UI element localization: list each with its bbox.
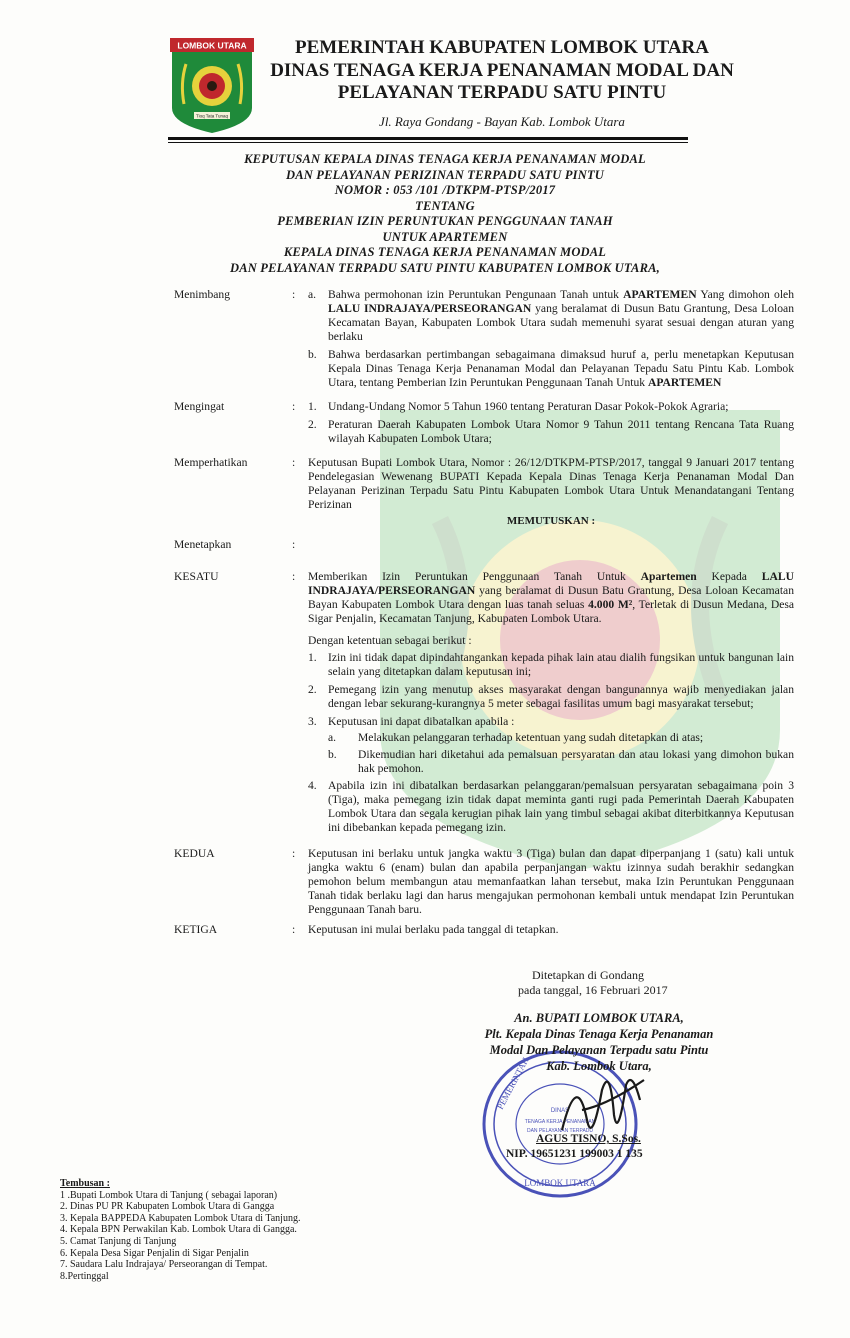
colon: : bbox=[292, 288, 296, 301]
kesatu-text: Memberikan Izin Peruntukan Penggunaan Tanah Untuk Apartemen Kepada LALU INDRAJAYA/PERSEORANGAN yang beralamat di Dusun Batu Grantung, Desa Loloan Kecamatan Bayan Kabupaten Lombok Utara dengan luas tanah seluas 4.000 M², Terletak di Dusun Medana, Desa Sigar Penjalin, Kecamatan Tanjung, Kabupaten Lombok Utara. bbox=[308, 570, 795, 625]
section-label: Memperhatikan bbox=[174, 456, 248, 469]
list-item: 5. Camat Tanjung di Tanjung bbox=[60, 1235, 177, 1247]
item-text: Peraturan Daerah Kabupaten Lombok Utara Nomor 9 Tahun 2011 tentang Rencana Tata Ruang wilayah Kabupaten Lombok Utara; bbox=[328, 418, 794, 445]
list-item: 4. Kepala BPN Perwakilan Kab. Lombok Utara di Gangga. bbox=[60, 1224, 297, 1236]
logo-banner-text: LOMBOK UTARA bbox=[177, 40, 247, 51]
menetapkan-section bbox=[174, 538, 794, 552]
item-marker: a. bbox=[308, 288, 317, 301]
list-item bbox=[308, 288, 794, 344]
item-text: Apabila izin ini dibatalkan berdasarkan pelanggaran/pemalsuan persyaratan sebagaimana poin 3 (Tiga), maka pemegang izin tidak dapat meminta ganti rugi pada Pemerintah Daerah Kabupaten Lombok Utara dan segala kerugian pihak lain yang timbul sebagai akibat diterbitkannya Keputusan ini dibebankan kepada pemegang izin. bbox=[328, 779, 794, 834]
list-item: 3. Kepala BAPPEDA Kabupaten Lombok Utara di Tanjung. bbox=[60, 1212, 301, 1224]
list-item bbox=[308, 418, 794, 446]
item-text: Melakukan pelanggaran terhadap ketentuan yang sudah ditetapkan di atas; bbox=[358, 731, 704, 744]
title-line: UNTUK APARTEMEN bbox=[382, 229, 508, 244]
item-text: Bahwa permohonan izin Peruntukan Pengunaan Tanah untuk APARTEMEN Yang dimohon oleh LALU INDRAJAYA/PERSEORANGAN yang beralamat di Dusun Batu Grantung, Desa Loloan Kecamatan Bayan, Kabupaten Lombok Utara sudah memenuhi syarat sesuai dengan aturan yang berlaku bbox=[328, 288, 794, 343]
title-line: PEMBERIAN IZIN PERUNTUKAN PENGGUNAAN TANAH bbox=[277, 214, 613, 228]
section-label: Mengingat bbox=[174, 400, 225, 413]
letterhead-rule-thick bbox=[168, 137, 688, 140]
signing-place: Ditetapkan di Gondang bbox=[532, 968, 644, 982]
list-item: 6. Kepala Desa Sigar Penjalin di Sigar Penjalin bbox=[60, 1247, 249, 1259]
logo-motto-text: Tioq Tata Tunaq bbox=[195, 113, 229, 119]
mengingat-section bbox=[174, 400, 794, 450]
decree-body bbox=[174, 288, 794, 937]
section-label: KETIGA bbox=[174, 923, 218, 936]
list-item: 1 .Bupati Lombok Utara di Tanjung ( sebagai laporan) bbox=[60, 1189, 278, 1201]
signatory-line: Plt. Kepala Dinas Tenaga Kerja Penanaman bbox=[484, 1027, 714, 1041]
letterhead bbox=[262, 36, 742, 130]
title-line: KEPUTUSAN KEPALA DINAS TENAGA KERJA PENANAMAN MODAL bbox=[244, 152, 646, 166]
conditions-intro: Dengan ketentuan sebagai berikut : bbox=[308, 634, 472, 647]
kedua-text: Keputusan ini berlaku untuk jangka waktu 3 (Tiga) bulan dan dapat diperpanjang 1 (satu) kali untuk jangka waktu 6 (enam) bulan dan apabila perpanjangan waktu izinnya sudah berakhir sedangkan pemohon belum membangun atau memanfaatkan lahan tersebut, maka Izin Peruntukan Penggunaan Tanah tidak berlaku lagi dan harus mengajukan permohonan kembali untuk mendapat Izin Peruntukan Penggunaan Tanah baru. bbox=[308, 847, 794, 916]
memperhatikan-section bbox=[174, 456, 794, 528]
decree-number: NOMOR : 053 /101 /DTKPM-PTSP/2017 bbox=[334, 183, 556, 197]
decree-title bbox=[150, 152, 740, 276]
signatory-nip: NIP. 19651231 199003 1 135 bbox=[506, 1148, 643, 1160]
stamp-top-text: PEMERINTAH bbox=[494, 1055, 531, 1111]
kedua-section bbox=[174, 847, 794, 917]
title-line: KEPALA DINAS TENAGA KERJA PENANAMAN MODAL bbox=[283, 245, 607, 259]
section-label: KEDUA bbox=[174, 847, 215, 860]
stamp-center-text: TENAGA KERJA PENANAMAN bbox=[524, 1119, 596, 1125]
letterhead-line3: PELAYANAN TERPADU SATU PINTU bbox=[337, 82, 667, 103]
item-text: Izin ini tidak dapat dipindahtangankan kepada pihak lain atau dialih fungsikan untuk bangunan lain selain yang ditetapkan dalam keputusan ini; bbox=[328, 651, 794, 678]
section-label: Menetapkan bbox=[174, 538, 232, 551]
item-text: Keputusan ini dapat dibatalkan apabila : bbox=[328, 715, 515, 728]
colon: : bbox=[292, 400, 296, 413]
colon: : bbox=[292, 538, 296, 551]
section-label: Menimbang bbox=[174, 288, 231, 301]
list-item: 3. Keputusan ini dapat dibatalkan apabila : bbox=[308, 715, 794, 729]
letterhead-address: Jl. Raya Gondang - Bayan Kab. Lombok Utara bbox=[379, 114, 625, 129]
title-line: DAN PELAYANAN PERIZINAN TERPADU SATU PINTU bbox=[285, 167, 605, 182]
colon: : bbox=[292, 923, 296, 936]
stamp-bottom-text: LOMBOK UTARA bbox=[524, 1178, 596, 1188]
signing-place-date bbox=[518, 968, 668, 998]
letterhead-line1: PEMERINTAH KABUPATEN LOMBOK UTARA bbox=[295, 37, 709, 58]
letterhead-rule-thin bbox=[168, 142, 688, 143]
list-item bbox=[308, 348, 794, 390]
signatory-name: AGUS TISNO, S.Sos. bbox=[536, 1133, 641, 1145]
item-marker: b. bbox=[308, 348, 317, 361]
list-item: 2. Dinas PU PR Kabupaten Lombok Utara di Gangga bbox=[60, 1201, 275, 1213]
list-item: 4. Apabila izin ini dibatalkan berdasarkan pelanggaran/pemalsuan persyaratan sebagaimana poin 3 (Tiga), maka pemegang izin tidak dapat meminta ganti rugi pada Pemerintah Daerah Kabupaten Lombok Utara dan segala kerugian pihak lain yang timbul sebagai akibat diterbitkannya Keputusan ini dibebankan kepada pemegang izin. bbox=[308, 779, 794, 834]
item-marker: 1. bbox=[308, 400, 317, 413]
signatory-line: An. BUPATI LOMBOK UTARA, bbox=[514, 1011, 684, 1025]
list-item: 7. Saudara Lalu Indrajaya/ Perseorangan di Tempat. bbox=[60, 1259, 268, 1271]
item-text: Bahwa berdasarkan pertimbangan sebagaimana dimaksud huruf a, perlu menetapkan Keputusan Kepala Dinas Tenaga Kerja Penanaman Modal dan Pelayanan Tepadu Satu Pintu Kab. Lombok Utara, tentang Pemberian Izin Peruntukan Penggunaan Tanah Untuk APARTEMEN bbox=[328, 348, 794, 389]
item-text: Dikemudian hari diketahui ada pemalsuan persyaratan dan atau lokasi yang dimohon bukan hak pemohon. bbox=[358, 748, 794, 775]
sub-item: b. Dikemudian hari diketahui ada pemalsuan persyaratan dan atau lokasi yang dimohon bukan hak pemohon. bbox=[328, 748, 794, 775]
signatory-line: Kab. Lombok Utara, bbox=[546, 1059, 652, 1073]
stamp-center-text: DAN PELAYANAN TERPADU bbox=[526, 1128, 594, 1134]
list-item: 2. Pemegang izin yang menutup akses masyarakat dengan bangunannya wajib menyediakan jalan dengan lebar sekurang-kurangnya 5 meter sebagai fasilitas umum bagi masyarakat tersebut; bbox=[308, 683, 794, 710]
signing-date: pada tanggal, 16 Februari 2017 bbox=[518, 983, 668, 997]
list-item: 1. Izin ini tidak dapat dipindahtangankan kepada pihak lain atau dialih fungsikan untuk bangunan lain selain yang ditetapkan dalam keputusan ini; bbox=[308, 651, 794, 678]
lombok-utara-logo bbox=[170, 38, 254, 134]
signatory-line: Modal Dan Pelayanan Terpadu satu Pintu bbox=[489, 1043, 709, 1057]
item-text: Pemegang izin yang menutup akses masyarakat dengan bangunannya wajib menyediakan jalan dengan lebar sekurang-kurangnya 5 meter sebagai fasilitas umum bagi masyarakat tersebut; bbox=[328, 683, 794, 710]
colon: : bbox=[292, 570, 296, 583]
ketiga-text: Keputusan ini mulai berlaku pada tanggal di tetapkan. bbox=[308, 923, 559, 936]
section-label: KESATU bbox=[174, 570, 219, 583]
colon: : bbox=[292, 847, 296, 860]
colon: : bbox=[292, 456, 296, 469]
sub-item: a. Melakukan pelanggaran terhadap ketentuan yang sudah ditetapkan di atas; bbox=[328, 731, 794, 745]
list-item: 8.Pertinggal bbox=[60, 1270, 109, 1282]
memutuskan-heading: MEMUTUSKAN : bbox=[506, 515, 596, 527]
item-marker: 2. bbox=[308, 418, 317, 431]
signatory-identity bbox=[506, 1132, 643, 1162]
stamp-center-text: DINAS bbox=[550, 1108, 570, 1114]
title-line: TENTANG bbox=[415, 198, 475, 213]
menimbang-section bbox=[174, 288, 794, 394]
letterhead-line2: DINAS TENAGA KERJA PENANAMAN MODAL DAN bbox=[270, 60, 734, 81]
item-text: Undang-Undang Nomor 5 Tahun 1960 tentang Peraturan Dasar Pokok-Pokok Agraria; bbox=[328, 400, 729, 413]
ketiga-section bbox=[174, 923, 794, 937]
kesatu-section bbox=[174, 570, 794, 839]
tembusan-heading: Tembusan : bbox=[60, 1178, 110, 1189]
memperhatikan-text: Keputusan Bupati Lombok Utara, Nomor : 26/12/DTKPM-PTSP/2017, tanggal 9 Januari 2017 tentang Pendelegasian Wewenang BUPATI Kepada Kepala Dinas Tenaga Kerja Penanaman Modal Dan Pelayanan Perizinan Terpadu Satu Pintu Kabupaten Lombok Utara Untuk Menandatangani Tentang Perizinan bbox=[308, 456, 794, 511]
title-line: DAN PELAYANAN TERPADU SATU PINTU KABUPATEN LOMBOK UTARA, bbox=[229, 260, 660, 275]
list-item bbox=[308, 400, 794, 414]
copy-recipients bbox=[60, 1178, 300, 1282]
